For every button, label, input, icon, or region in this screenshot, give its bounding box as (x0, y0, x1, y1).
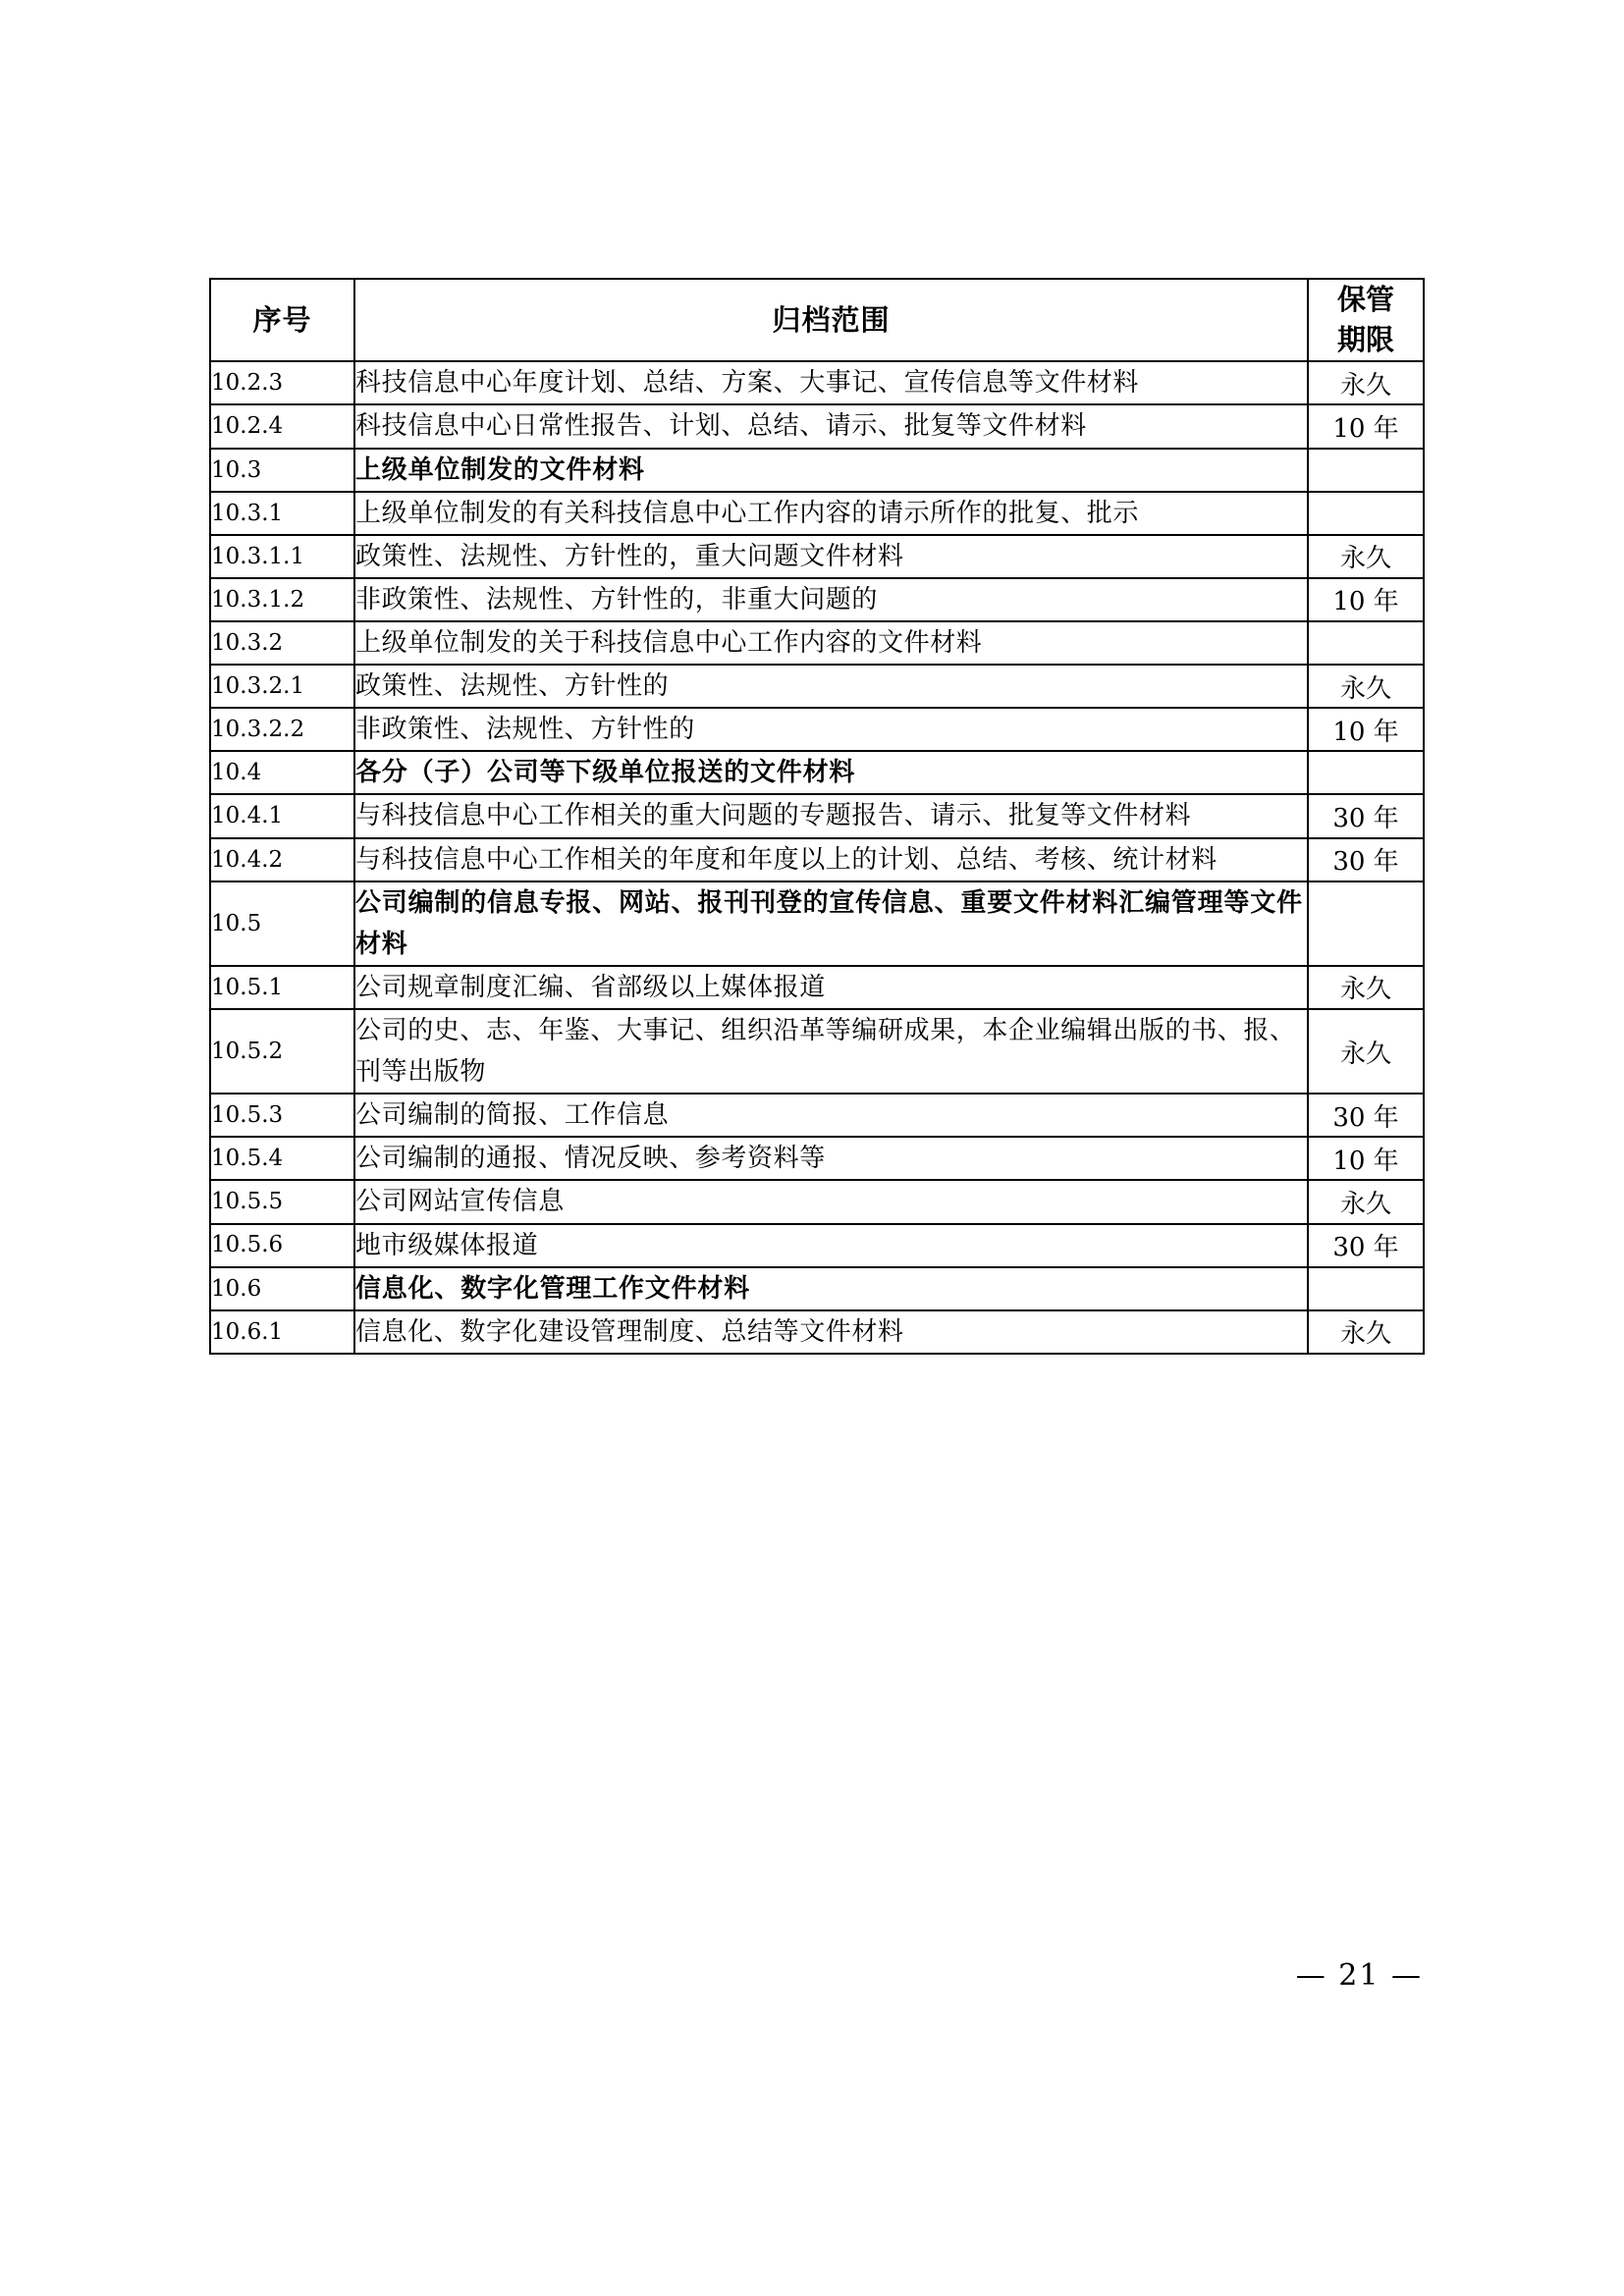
row-scope-cell: 科技信息中心日常性报告、计划、总结、请示、批复等文件材料 (354, 404, 1308, 448)
column-header-scope: 归档范围 (354, 279, 1308, 361)
table-header-row (210, 279, 1424, 361)
archive-scope-table (209, 278, 1425, 1355)
row-term-cell (1308, 492, 1424, 535)
table-row (210, 449, 1424, 492)
table-row (210, 838, 1424, 881)
row-scope-cell: 公司编制的简报、工作信息 (354, 1094, 1308, 1137)
table-row (210, 751, 1424, 794)
table-row (210, 1137, 1424, 1180)
row-term-cell (1308, 621, 1424, 665)
row-term-cell: 30 年 (1308, 794, 1424, 837)
row-number-cell: 10.4 (210, 751, 354, 794)
row-term-cell: 永久 (1308, 361, 1424, 404)
row-term-cell (1308, 751, 1424, 794)
row-term-cell: 30 年 (1308, 1094, 1424, 1137)
row-number-cell: 10.6 (210, 1267, 354, 1310)
row-term-cell: 永久 (1308, 1310, 1424, 1354)
row-scope-cell: 政策性、法规性、方针性的 (354, 665, 1308, 708)
table-row (210, 1310, 1424, 1354)
row-term-cell: 10 年 (1308, 404, 1424, 448)
row-scope-cell: 公司编制的信息专报、网站、报刊刊登的宣传信息、重要文件材料汇编管理等文件材料 (354, 881, 1308, 966)
row-scope-cell: 公司编制的通报、情况反映、参考资料等 (354, 1137, 1308, 1180)
row-scope-cell: 非政策性、法规性、方针性的，非重大问题的 (354, 578, 1308, 621)
row-number-cell: 10.3.2.1 (210, 665, 354, 708)
row-scope-cell: 各分（子）公司等下级单位报送的文件材料 (354, 751, 1308, 794)
row-scope-cell: 与科技信息中心工作相关的年度和年度以上的计划、总结、考核、统计材料 (354, 838, 1308, 881)
row-scope-cell: 信息化、数字化管理工作文件材料 (354, 1267, 1308, 1310)
row-term-cell: 30 年 (1308, 1224, 1424, 1267)
table-row (210, 404, 1424, 448)
row-term-cell: 永久 (1308, 1180, 1424, 1223)
row-term-cell: 永久 (1308, 966, 1424, 1009)
row-term-cell: 永久 (1308, 665, 1424, 708)
archive-scope-table-wrapper (209, 278, 1423, 1355)
row-term-cell: 永久 (1308, 535, 1424, 578)
table-row (210, 1094, 1424, 1137)
row-number-cell: 10.4.2 (210, 838, 354, 881)
row-number-cell: 10.5.5 (210, 1180, 354, 1223)
column-header-term-line2: 期限 (1336, 323, 1394, 357)
row-number-cell: 10.3.1.1 (210, 535, 354, 578)
table-row (210, 966, 1424, 1009)
row-scope-cell: 科技信息中心年度计划、总结、方案、大事记、宣传信息等文件材料 (354, 361, 1308, 404)
row-scope-cell: 非政策性、法规性、方针性的 (354, 708, 1308, 751)
column-header-term-line1: 保管 (1336, 283, 1394, 316)
table-row (210, 621, 1424, 665)
table-row (210, 794, 1424, 837)
table-row (210, 361, 1424, 404)
table-row (210, 535, 1424, 578)
table-row (210, 881, 1424, 966)
row-number-cell: 10.5.4 (210, 1137, 354, 1180)
column-header-term (1308, 279, 1424, 361)
row-number-cell: 10.5.1 (210, 966, 354, 1009)
row-scope-cell: 公司网站宣传信息 (354, 1180, 1308, 1223)
row-number-cell: 10.3.2.2 (210, 708, 354, 751)
row-term-cell: 30 年 (1308, 838, 1424, 881)
column-header-number: 序号 (210, 279, 354, 361)
row-number-cell: 10.5 (210, 881, 354, 966)
row-number-cell: 10.4.1 (210, 794, 354, 837)
table-row (210, 1224, 1424, 1267)
table-row (210, 1267, 1424, 1310)
row-number-cell: 10.3.2 (210, 621, 354, 665)
row-number-cell: 10.3 (210, 449, 354, 492)
table-row (210, 578, 1424, 621)
row-scope-cell: 公司的史、志、年鉴、大事记、组织沿革等编研成果，本企业编辑出版的书、报、刊等出版物 (354, 1009, 1308, 1094)
row-number-cell: 10.5.6 (210, 1224, 354, 1267)
row-scope-cell: 地市级媒体报道 (354, 1224, 1308, 1267)
row-number-cell: 10.3.1 (210, 492, 354, 535)
row-number-cell: 10.3.1.2 (210, 578, 354, 621)
row-scope-cell: 上级单位制发的关于科技信息中心工作内容的文件材料 (354, 621, 1308, 665)
row-number-cell: 10.2.4 (210, 404, 354, 448)
row-number-cell: 10.5.2 (210, 1009, 354, 1094)
row-term-cell (1308, 449, 1424, 492)
row-term-cell: 永久 (1308, 1009, 1424, 1094)
row-scope-cell: 与科技信息中心工作相关的重大问题的专题报告、请示、批复等文件材料 (354, 794, 1308, 837)
row-scope-cell: 政策性、法规性、方针性的，重大问题文件材料 (354, 535, 1308, 578)
row-term-cell: 10 年 (1308, 708, 1424, 751)
row-term-cell (1308, 1267, 1424, 1310)
page-number: — 21 — (1295, 1958, 1423, 1993)
table-body (210, 361, 1424, 1354)
row-number-cell: 10.6.1 (210, 1310, 354, 1354)
table-row (210, 1009, 1424, 1094)
table-row (210, 665, 1424, 708)
row-term-cell (1308, 881, 1424, 966)
row-scope-cell: 信息化、数字化建设管理制度、总结等文件材料 (354, 1310, 1308, 1354)
row-scope-cell: 上级单位制发的有关科技信息中心工作内容的请示所作的批复、批示 (354, 492, 1308, 535)
row-scope-cell: 上级单位制发的文件材料 (354, 449, 1308, 492)
row-term-cell: 10 年 (1308, 1137, 1424, 1180)
table-row (210, 492, 1424, 535)
row-number-cell: 10.2.3 (210, 361, 354, 404)
table-row (210, 1180, 1424, 1223)
row-number-cell: 10.5.3 (210, 1094, 354, 1137)
row-term-cell: 10 年 (1308, 578, 1424, 621)
table-header (210, 279, 1424, 361)
table-row (210, 708, 1424, 751)
row-scope-cell: 公司规章制度汇编、省部级以上媒体报道 (354, 966, 1308, 1009)
